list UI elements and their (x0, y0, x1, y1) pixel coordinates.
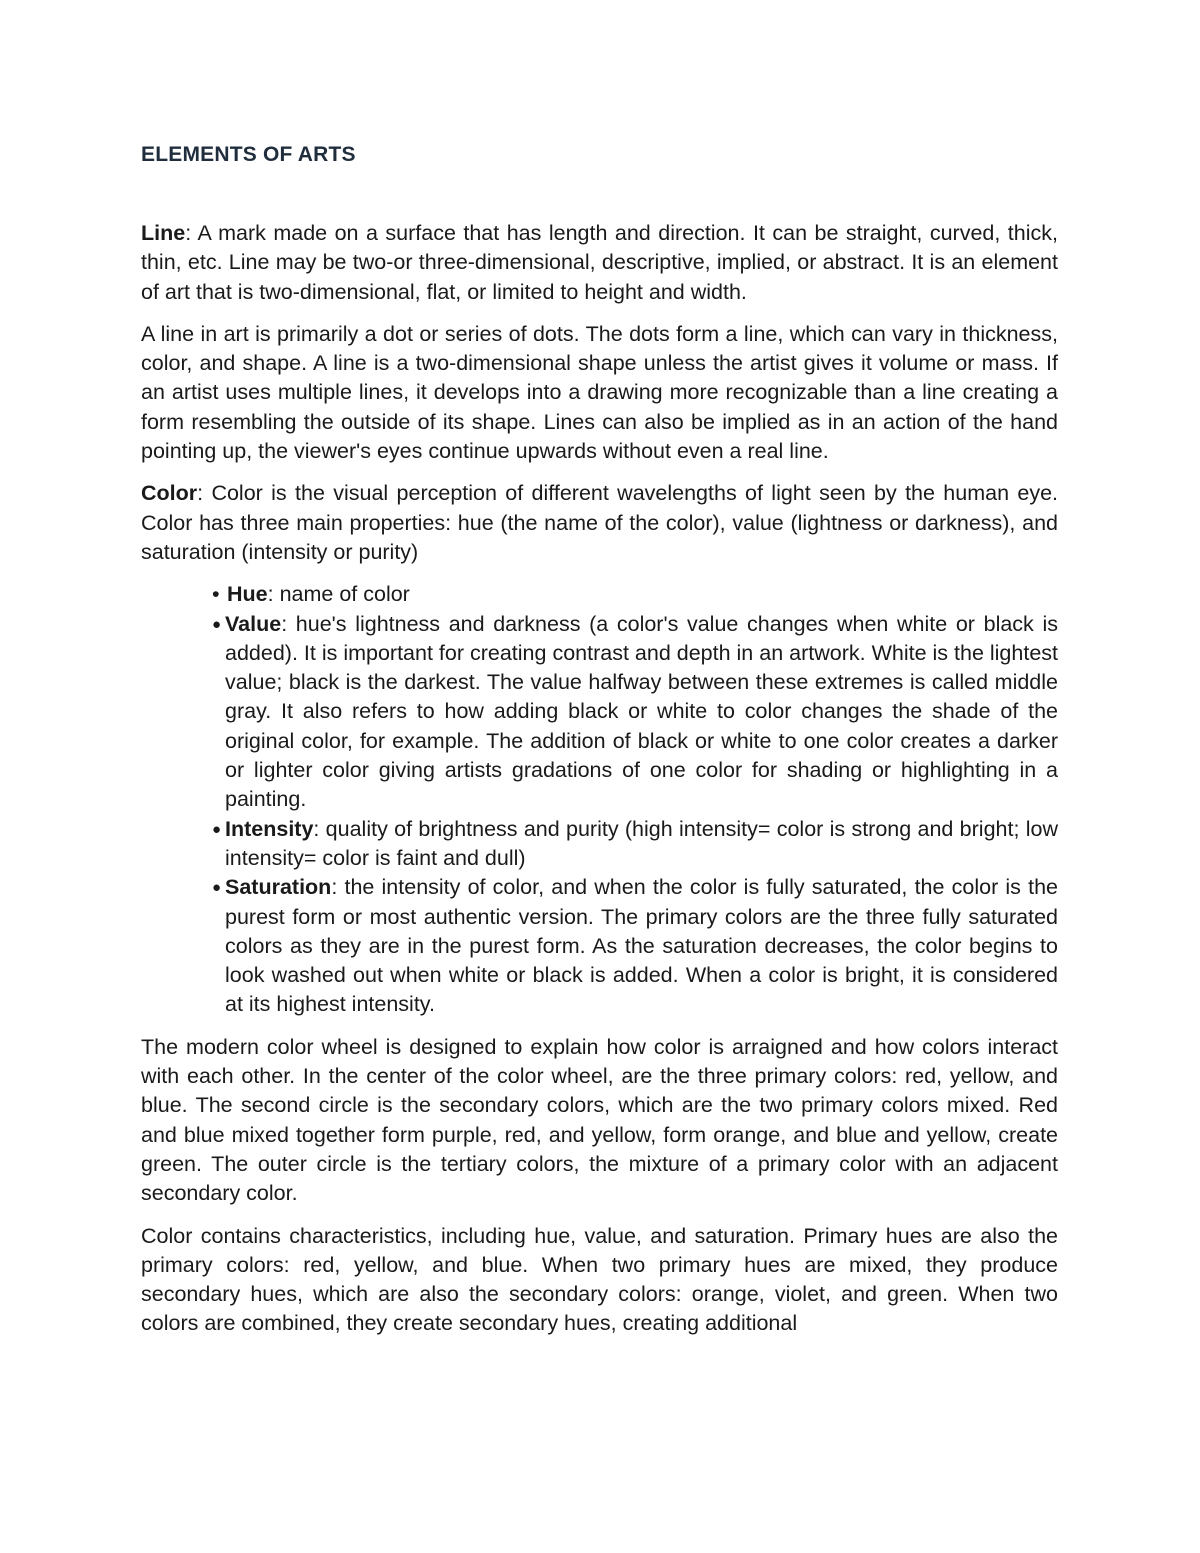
value-term: Value (225, 611, 282, 636)
color-characteristics-paragraph: Color contains characteristics, including hue, value, and saturation. Primary hues are also the primary colors: red, yellow, and blue. When two primary hues are mixed, they produce secondary hues, which are also the secondary colors: orange, violet, and green. When two colors are combined, they create secondary hues, creating additional (141, 1223, 1058, 1336)
list-item-value (212, 610, 1058, 815)
line-term: Line (141, 221, 186, 245)
bullet-icon: ● (212, 615, 222, 633)
hue-text: : name of color (267, 582, 410, 607)
color-properties-list (141, 580, 1058, 1019)
saturation-term: Saturation (225, 875, 332, 900)
value-text: : hue's lightness and darkness (a color's value changes when white or black is added). It is important for creating contrast and depth in an artwork. White is the lightest value; black is the darkest. The value halfway between these extremes is called middle gray. It also refers to how adding black or white to color changes the shade of the original color, for example. The addition of black or white to one color creates a darker or lighter color giving artists gradations of one color for shading or highlighting in a painting. (225, 611, 1058, 812)
line-definition-text: : A mark made on a surface that has length and direction. It can be straight, curved, thick, thin, etc. Line may be two-or three-dimensional, descriptive, implied, or abstract. It is an element of art that is two-dimensional, flat, or limited to height and width. (141, 221, 1058, 304)
bullet-icon: ● (212, 879, 222, 897)
intensity-term: Intensity (225, 816, 314, 841)
bullet-icon: ● (212, 820, 222, 838)
color-definition-text: : Color is the visual perception of different wavelengths of light seen by the human eye. Color has three main properties: hue (the name of the color), value (lightness or darkness), and saturation (intensity or purity) (141, 481, 1058, 564)
color-wheel-paragraph: The modern color wheel is designed to explain how color is arraigned and how colors interact with each other. In the center of the color wheel, are the three primary colors: red, yellow, and blue. The second circle is the secondary colors, which are the two primary colors mixed. Red and blue mixed together form purple, red, and yellow, form orange, and blue and yellow, create green. The outer circle is the tertiary colors, the mixture of a primary color with an adjacent secondary color. (141, 1034, 1058, 1206)
color-term: Color (141, 481, 198, 506)
saturation-text: : the intensity of color, and when the color is fully saturated, the color is the purest form or most authentic version. The primary colors are the three fully saturated colors as they are in the purest form. As the saturation decreases, the color begins to look washed out when white or black is added. When a color is bright, it is considered at its highest intensity. (225, 875, 1058, 1017)
list-item-saturation (212, 873, 1058, 1019)
line-definition-paragraph (141, 219, 1058, 307)
hue-term: Hue (227, 582, 268, 607)
bullet-icon: • (212, 582, 220, 607)
line-explanation-paragraph: A line in art is primarily a dot or series of dots. The dots form a line, which can vary in thickness, color, and shape. A line is a two-dimensional shape unless the artist gives it volume or mass. If an artist uses multiple lines, it develops into a drawing more recognizable than a line creating a form resembling the outside of its shape. Lines can also be implied as in an action of the hand pointing up, the viewer's eyes continue upwards without even a real line. (141, 321, 1058, 464)
list-item-intensity (212, 815, 1058, 874)
color-definition-paragraph (141, 479, 1058, 567)
page-title: ELEMENTS OF ARTS (141, 143, 356, 166)
document-body (141, 219, 1058, 1352)
list-item-hue (212, 580, 1058, 609)
intensity-text: : quality of brightness and purity (high intensity= color is strong and bright; low intensity= color is faint and dull) (225, 816, 1058, 870)
